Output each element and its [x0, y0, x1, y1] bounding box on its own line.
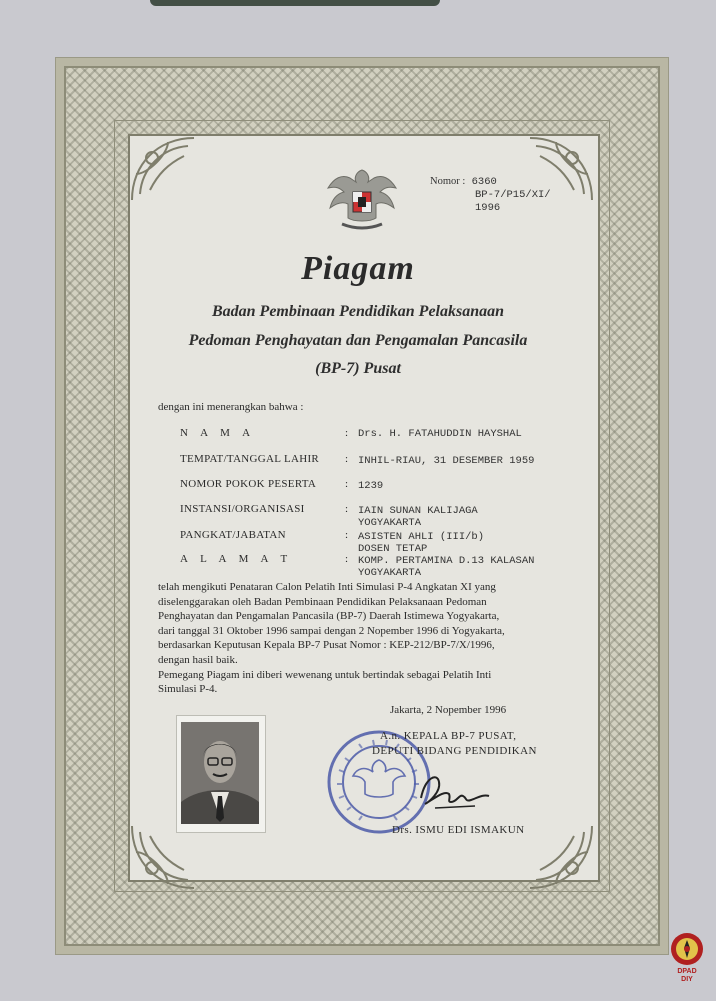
- handwritten-signature-icon: [415, 768, 495, 812]
- issuer-line-1: Badan Pembinaan Pendidikan Pelaksanaan: [211, 303, 505, 320]
- archive-logo-text-1: DPAD: [677, 968, 697, 975]
- body-line: diselenggarakan oleh Badan Pembinaan Pendidikan Pelaksanaan Pedoman: [158, 595, 487, 608]
- field-value-pangkat: [358, 531, 484, 555]
- archive-logo-text: [670, 968, 704, 984]
- field-colon: :: [345, 478, 349, 490]
- garuda-emblem-icon: [320, 158, 404, 242]
- field-colon: :: [345, 503, 349, 515]
- body-line: Penghayatan dan Pengamalan Pancasila (BP-7) Daerah Istimewa Yogyakarta,: [158, 610, 500, 623]
- body-line: Pemegang Piagam ini diberi wewenang untuk bertindak sebagai Pelatih Inti: [158, 668, 492, 681]
- field-value-instansi: [358, 505, 478, 529]
- signatory-line-2: DEPUTI BIDANG PENDIDIKAN: [372, 745, 537, 757]
- field-label-alamat: A L A M A T: [180, 553, 293, 565]
- field-label-nomor-pokok: NOMOR POKOK PESERTA: [180, 478, 317, 490]
- body-line: berdasarkan Keputusan Kepala BP-7 Pusat Nomor : KEP-212/BP-7/X/1996,: [158, 639, 495, 652]
- field-value-ttl: INHIL-RIAU, 31 DESEMBER 1959: [358, 455, 535, 467]
- signatory-line-1: A.n. KEPALA BP-7 PUSAT,: [380, 730, 517, 742]
- participant-photo: [181, 722, 259, 824]
- field-value-nama: Drs. H. FATAHUDDIN HAYSHAL: [358, 428, 522, 440]
- place-date: Jakarta, 2 Nopember 1996: [390, 704, 507, 716]
- document-number: [430, 175, 551, 215]
- archive-logo-text-2: DIY: [681, 976, 693, 983]
- field-label-ttl: TEMPAT/TANGGAL LAHIR: [180, 453, 320, 465]
- nomor-value-1: 6360: [471, 176, 497, 188]
- certificate-title: Piagam: [301, 250, 415, 287]
- body-line: telah mengikuti Penataran Calon Pelatih Inti Simulasi P-4 Angkatan XI yang: [158, 581, 496, 593]
- scan-edge-shadow: [150, 0, 440, 6]
- field-colon: :: [345, 427, 349, 439]
- field-value-pangkat-1: ASISTEN AHLI (III/b): [358, 531, 485, 543]
- field-value-alamat-1: KOMP. PERTAMINA D.13 KALASAN: [358, 555, 535, 567]
- field-value-pangkat-2: DOSEN TETAP: [358, 543, 428, 555]
- nomor-value-3: 1996: [475, 202, 501, 214]
- body-line: Simulasi P-4.: [158, 683, 218, 696]
- field-value-nomor-pokok: 1239: [358, 480, 384, 492]
- field-label-instansi: INSTANSI/ORGANISASI: [180, 503, 305, 515]
- field-value-alamat: [358, 555, 534, 579]
- intro-text: dengan ini menerangkan bahwa :: [158, 401, 304, 413]
- corner-ornament-icon: [128, 134, 198, 204]
- field-value-instansi-2: YOGYAKARTA: [358, 517, 422, 529]
- field-colon: :: [345, 529, 349, 541]
- body-line: dengan hasil baik.: [158, 653, 238, 666]
- corner-ornament-icon: [526, 822, 596, 892]
- nomor-value-2: BP-7/P15/XI/: [475, 189, 551, 201]
- field-label-nama: N A M A: [180, 427, 256, 439]
- field-value-instansi-1: IAIN SUNAN KALIJAGA: [358, 505, 478, 517]
- body-line: dari tanggal 31 Oktober 1996 sampai dengan 2 Nopember 1996 di Yogyakarta,: [158, 624, 505, 637]
- nomor-label: Nomor :: [430, 176, 466, 187]
- field-colon: :: [345, 553, 349, 565]
- body-paragraph: [158, 580, 588, 697]
- issuer-line-3: (BP-7) Pusat: [315, 360, 401, 377]
- field-colon: :: [345, 453, 349, 465]
- field-label-pangkat: PANGKAT/JABATAN: [180, 529, 286, 541]
- issuer-line-2: Pedoman Penghayatan dan Pengamalan Pancasila: [188, 332, 528, 349]
- field-value-alamat-2: YOGYAKARTA: [358, 567, 422, 579]
- signatory-name: Drs. ISMU EDI ISMAKUN: [392, 824, 525, 836]
